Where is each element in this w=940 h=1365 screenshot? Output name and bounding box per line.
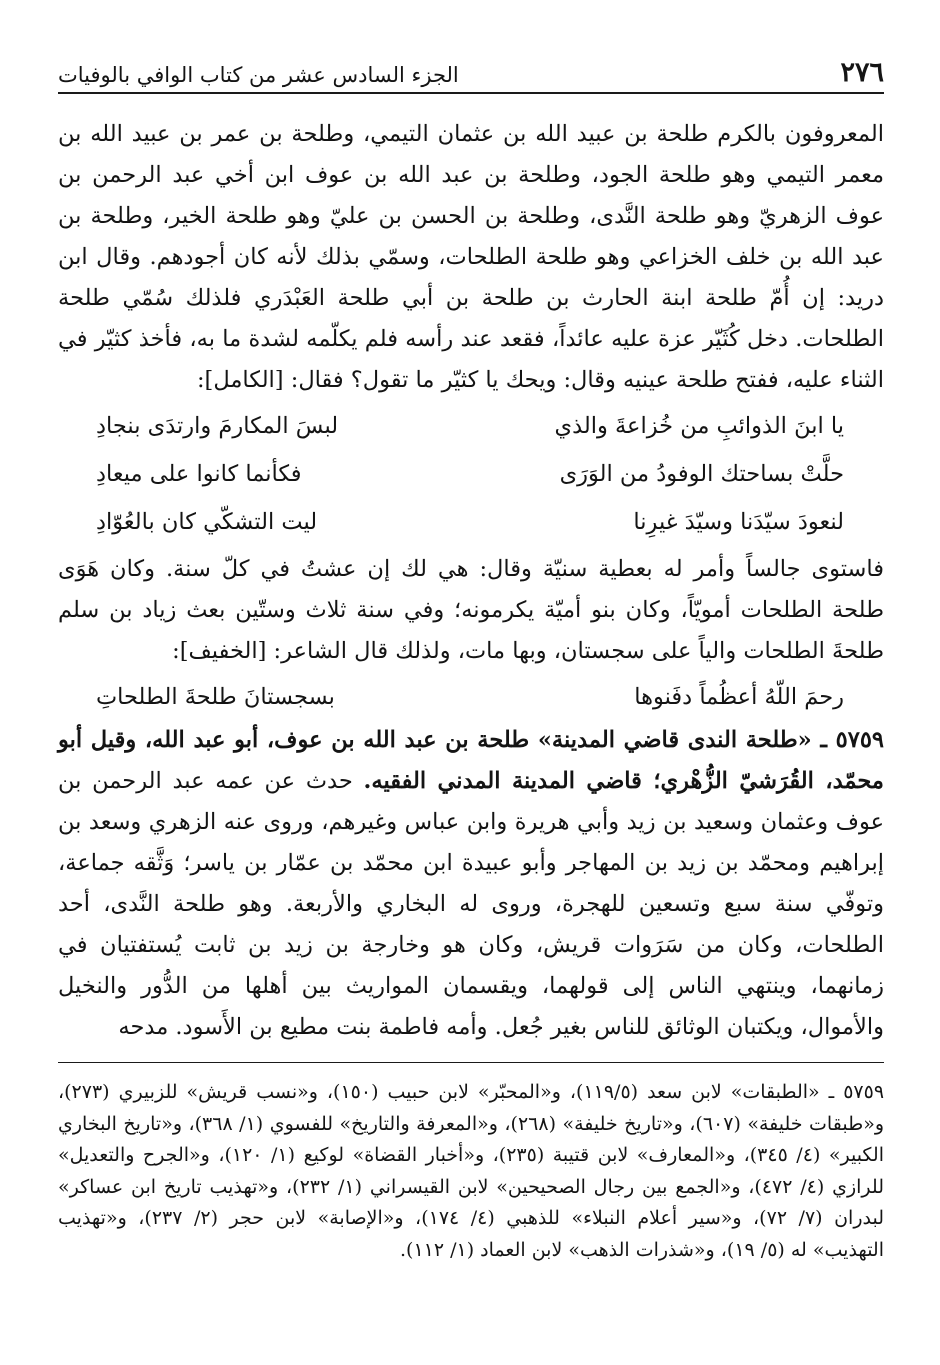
page-number: ٢٧٦ [840,57,884,88]
footnote-sources: ٥٧٥٩ ـ «الطبقات» لابن سعد (١١٩/٥)، و«المحبّر» لابن حبيب (١٥٠)، و«نسب قريش» للزبيري (٢٧٣)، و«طبقات خليفة» (٦٠٧)، و«تاريخ خليفة» (٢٦٨)، و«المعرفة والتاريخ» للفسوي (١/ ٣٦٨)، و«تاريخ البخاري الكبير» (٤/ ٣٤٥)، و«المعارف» لابن قتيبة (٢٣٥)، و«أخبار القضاة» لوكيع (١/ ١٢٠)، و«الجرح والتعديل» للرازي (٤/ ٤٧٢)، و«الجمع بين رجال الصحيحين» لابن القيسراني (١/ ٢٣٢)، و«تهذيب تاريخ ابن عساكر» لبدران (٧/ ٧٢)، و«سير أعلام النبلاء» للذهبي (٤/ ١٧٤)، و«الإصابة» لابن حجر (٢/ ٢٣٧)، و«تهذيب التهذيب» له (٥/ ١٩)، و«شذرات الذهب» لابن العماد (١/ ١١٢). [58,1081,885,1261]
poem-verse [58,403,884,449]
verse-first-hemistich: يا ابنَ الذوائبِ من خُزاعةَ والذي [554,413,844,439]
entry-text: حدث عن عمه عبد الرحمن بن عوف وعثمان وسعيد بن زيد وأبي هريرة وابن عباس وغيرهم، وروى عنه الزهري وسعد بن إبراهيم ومحمّد بن زيد بن المهاجر وأبو عبيدة ابن محمّد بن عمّار بن ياسر؛ وَثَّقه جماعة، وتوفّي سنة سبع وتسعين للهجرة، وروى له البخاري والأربعة. وهو طلحة النَّدى، أحد الطلحات، وكان من سَرَوات قريش، وكان هو وخارجة بن زيد بن ثابت يُستفتيان في زمانهما، وينتهي الناس إلى قولهما، ويقسمان المواريث بين أهلها من الدُّور والنخيل والأموال، ويكتبان الوثائق للناس بغير جُعل. وأمه فاطمة بنت مطيع بن الأَسود. مدحه [58,768,884,1040]
entry-heading: ٥٧٥٩ ـ «طلحة الندى قاضي المدينة» طلحة بن عبد الله بن عوف، أبو عبد الله، وقيل أبو محمّد، القُرَشيّ الزُّهْري؛ قاضي المدينة المدني الفقيه. [58,727,884,794]
page-header [58,56,884,94]
verse-first-hemistich: حلَّتْ بساحتك الوفودُ من الوَرَى [559,461,844,487]
footnotes [58,1062,884,1266]
verse-second-hemistich: فكأنما كانوا على ميعادِ [96,461,302,487]
verse-second-hemistich: بسجستانَ طلحةَ الطلحاتِ [96,684,335,710]
verse-first-hemistich: رحمَ اللّهُ أعظُماً دفَنوها [634,684,844,710]
verse-second-hemistich: ليت التشكّي كان بالعُوّادِ [96,509,318,535]
poem-verse [58,674,884,720]
running-title: الجزء السادس عشر من كتاب الوافي بالوفيات [58,63,459,87]
verse-second-hemistich: لبسَ المكارمَ وارتدَى بنجادِ [96,413,339,439]
entry-5759 [58,720,884,1048]
poem-verse [58,451,884,497]
verse-first-hemistich: لنعودَ سيّدَنا وسيّدَ غيرِنا [633,509,844,535]
paragraph-1: المعروفون بالكرم طلحة بن عبيد الله بن عثمان التيمي، وطلحة بن عمر بن عبيد الله بن معمر التيمي وهو طلحة الجود، وطلحة بن عبد الله بن عوف ابن أخي عبد الرحمن بن عوف الزهريّ وهو طلحة النَّدى، وطلحة بن الحسن بن عليّ وهو طلحة الخير، وطلحة بن عبد الله بن خلف الخزاعي وهو طلحة الطلحات، وسمّي بذلك لأنه كان أجودهم. وقال ابن دريد: إن أُمّ طلحة ابنة الحارث بن طلحة بن أبي طلحة العَبْدَري فلذلك سُمّي طلحة الطلحات. دخل كُثَيّر عزة عليه عائداً، فقعد عند رأسه فلم يكلّمه لشدة ما به، فأخذ كثيّر في الثناء عليه، ففتح طلحة عينيه وقال: ويحك يا كثيّر ما تقول؟ فقال: [الكامل]: [58,121,884,393]
paragraph-2: فاستوى جالساً وأمر له بعطية سنيّة وقال: هي لك إن عشتُ في كلّ سنة. وكان هَوَى طلحة الطلحات أمويّاً، وكان بنو أميّة يكرمونه؛ وفي سنة ثلاث وستّين بعث زياد بن سلم طلحةَ الطلحات والياً على سجستان، وبها مات، ولذلك قال الشاعر: [الخفيف]: [58,556,884,664]
poem-verse [58,499,884,545]
main-text [58,114,884,1048]
